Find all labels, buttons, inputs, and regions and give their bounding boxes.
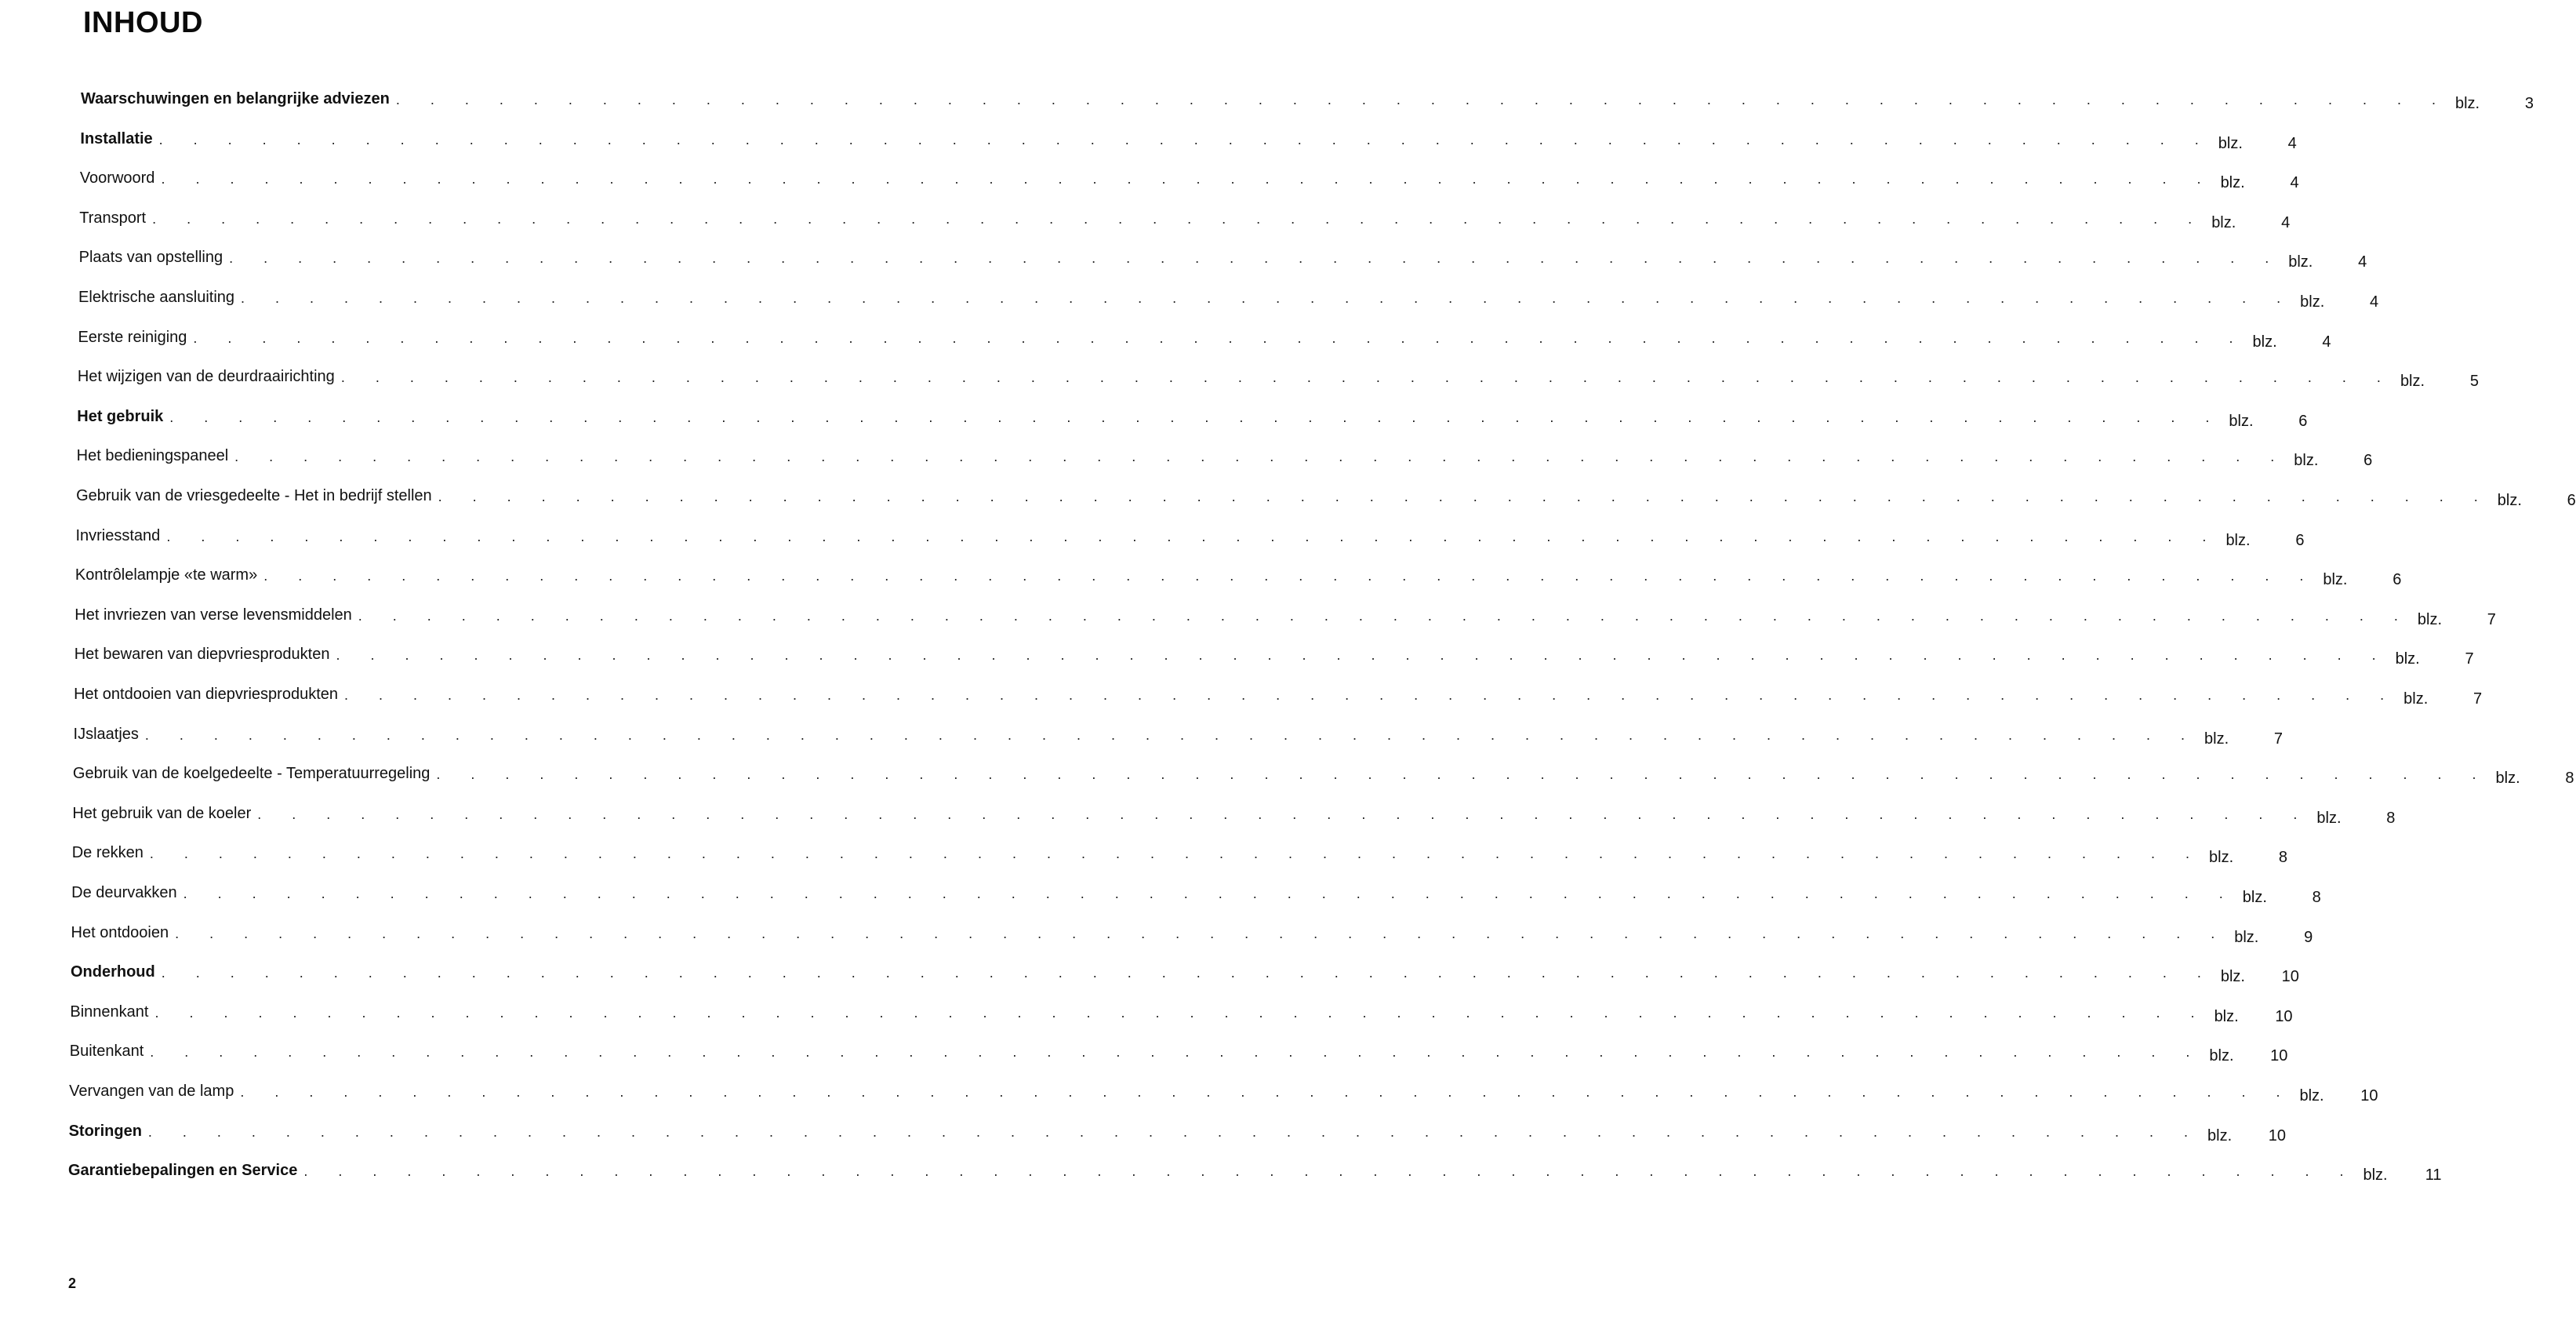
toc-dot-leader: . . . . . . . . . . . . . . . . . . . . . . . . . . . . . . . . . . . . . . . . . . . . . . . . . . . . . . . . . . . . — [149, 846, 2204, 862]
toc-entry-page-label: blz. — [2417, 610, 2443, 628]
toc-entry-page-label: blz. — [2316, 809, 2342, 827]
toc-entry — [78, 323, 2331, 351]
toc-entry-title: Het wijzigen van de deurdraairichting — [77, 368, 335, 386]
toc-dot-leader: . . . . . . . . . . . . . . . . . . . . . . . . . . . . . . . . . . . . . . . . . . . . . . . . . . . . . . . . . . . . — [303, 1163, 2357, 1180]
toc-entry-page-number: 4 — [2358, 253, 2367, 271]
toc-dot-leader: . . . . . . . . . . . . . . . . . . . . . . . . . . . . . . . . . . . . . . . . . . . . . . . . . . . . . . . . . . . . — [161, 171, 2214, 187]
toc-entry-title: Kontrôlelampje «te warm» — [74, 566, 258, 584]
toc-entry-page-number: 6 — [2298, 412, 2308, 430]
toc-dot-leader: . . . . . . . . . . . . . . . . . . . . . . . . . . . . . . . . . . . . . . . . . . . . . . . . . . . . . . . . . . . . — [154, 1004, 2208, 1021]
toc-entry-title: Garantiebepalingen en Service — [68, 1162, 298, 1180]
toc-entry-page-label: blz. — [2300, 293, 2325, 311]
toc-entry — [76, 482, 2576, 509]
toc-entry-title: Het gebruik van de koeler — [72, 804, 252, 822]
toc-entry-page-number: 6 — [2295, 531, 2305, 549]
toc-entry-page-label: blz. — [2400, 373, 2425, 391]
toc-entry-page-label: blz. — [2234, 928, 2259, 946]
toc-entry-page-number: 10 — [2268, 1126, 2287, 1145]
toc-entry — [74, 680, 2483, 708]
toc-entry-page-number: 5 — [2469, 373, 2479, 391]
toc-entry-title: Vervangen van de lamp — [69, 1083, 234, 1100]
toc-dot-leader: . . . . . . . . . . . . . . . . . . . . . . . . . . . . . . . . . . . . . . . . . . . . . . . . . . . . . . . . . . . . — [340, 369, 2394, 386]
toc-dot-leader: . . . . . . . . . . . . . . . . . . . . . . . . . . . . . . . . . . . . . . . . . . . . . . . . . . . . . . . . . . . . — [152, 210, 2206, 227]
toc-entry-title: Binnenkant — [70, 1003, 149, 1021]
toc-dot-leader: . . . . . . . . . . . . . . . . . . . . . . . . . . . . . . . . . . . . . . . . . . . . . . . . . . . . . . . . . . . . — [193, 329, 2247, 346]
toc-entry-page-label: blz. — [2204, 730, 2229, 748]
toc-dot-leader: . . . . . . . . . . . . . . . . . . . . . . . . . . . . . . . . . . . . . . . . . . . . . . . . . . . . . . . . . . . . — [150, 1044, 2204, 1061]
toc-entry-title: Storingen — [68, 1122, 142, 1140]
toc-entry-page-number: 4 — [2287, 134, 2297, 152]
toc-entry-title: Het invriezen van verse levensmiddelen — [74, 606, 352, 624]
toc-dot-leader: . . . . . . . . . . . . . . . . . . . . . . . . . . . . . . . . . . . . . . . . . . . . . . . . . . . . . . . . . . . . — [336, 647, 2389, 664]
toc-entry — [78, 283, 2379, 311]
toc-dot-leader: . . . . . . . . . . . . . . . . . . . . . . . . . . . . . . . . . . . . . . . . . . . . . . . . . . . . . . . . . . . . — [234, 449, 2288, 465]
toc-entry-page-label: blz. — [2395, 650, 2420, 668]
toc-dot-leader: . . . . . . . . . . . . . . . . . . . . . . . . . . . . . . . . . . . . . . . . . . . . . . . . . . . . . . . . . . . . — [241, 290, 2294, 306]
toc-dot-leader: . . . . . . . . . . . . . . . . . . . . . . . . . . . . . . . . . . . . . . . . . . . . . . . . . . . . . . . . . . . . — [147, 1123, 2202, 1140]
toc-entry — [71, 839, 2288, 867]
toc-entry — [73, 720, 2284, 748]
toc-entry — [68, 1117, 2287, 1145]
toc-entry-title: De rekken — [71, 844, 144, 862]
toc-entry-page-number: 9 — [2304, 928, 2313, 946]
toc-entry-title: Het bedieningspaneel — [76, 447, 229, 465]
toc-entry-page-number: 10 — [2360, 1087, 2378, 1104]
toc-entry-page-label: blz. — [2299, 1087, 2324, 1104]
toc-entry-page-label: blz. — [2225, 531, 2251, 549]
toc-entry-title: Het ontdooien — [71, 923, 169, 941]
toc-dot-leader: . . . . . . . . . . . . . . . . . . . . . . . . . . . . . . . . . . . . . . . . . . . . . . . . . . . . . . . . . . . . — [158, 131, 2212, 147]
toc-entry-title: De deurvakken — [71, 884, 177, 901]
toc-entry — [68, 1156, 2442, 1185]
toc-dot-leader: . . . . . . . . . . . . . . . . . . . . . . . . . . . . . . . . . . . . . . . . . . . . . . . . . . . . . . . . . . . . — [358, 607, 2411, 624]
toc-entry — [77, 362, 2479, 391]
toc-entry-page-label: blz. — [2497, 492, 2522, 509]
toc-entry — [79, 164, 2299, 192]
toc-entry-page-label: blz. — [2220, 968, 2245, 986]
toc-entry-title: Transport — [79, 209, 147, 227]
toc-entry-title: Gebruik van de vriesgedeelte - Het in bedrijf stellen — [76, 487, 432, 504]
toc-entry-page-number: 8 — [2278, 849, 2288, 867]
toc-entry-page-label: blz. — [2363, 1166, 2388, 1185]
toc-entry-page-label: blz. — [2288, 253, 2313, 271]
toc-entry — [72, 799, 2396, 827]
toc-entry-page-number: 4 — [2281, 213, 2291, 231]
toc-entry-page-number: 4 — [2370, 293, 2379, 311]
toc-entry-page-label: blz. — [2294, 452, 2319, 470]
toc-entry-title: Eerste reiniging — [78, 328, 187, 346]
toc-entry-page-number: 6 — [2393, 571, 2402, 589]
page-title: INHOUD — [83, 6, 203, 39]
toc-entry-title: Voorwoord — [79, 169, 155, 187]
toc-entry-title: Waarschuwingen en belangrijke adviezen — [81, 90, 390, 107]
toc-entry — [70, 998, 2293, 1025]
toc-dot-leader: . . . . . . . . . . . . . . . . . . . . . . . . . . . . . . . . . . . . . . . . . . . . . . . . . . . . . . . . . . . . — [169, 409, 2223, 425]
toc-entry-page-label: blz. — [2220, 174, 2245, 192]
toc-dot-leader: . . . . . . . . . . . . . . . . . . . . . . . . . . . . . . . . . . . . . . . . . . . . . . . . . . . . . . . . . . . . — [438, 489, 2491, 504]
toc-entry-title: Installatie — [80, 129, 153, 147]
toc-entry — [78, 243, 2367, 271]
toc-entry-page-label: blz. — [2495, 770, 2520, 788]
toc-entry-page-number: 4 — [2322, 333, 2331, 351]
toc-entry-page-label: blz. — [2403, 690, 2429, 708]
toc-dot-leader: . . . . . . . . . . . . . . . . . . . . . . . . . . . . . . . . . . . . . . . . . . . . . . . . . . . . . . . . . . . . — [166, 528, 2220, 544]
toc-entry-page-label: blz. — [2454, 95, 2480, 112]
toc-entry — [71, 879, 2321, 906]
toc-dot-leader: . . . . . . . . . . . . . . . . . . . . . . . . . . . . . . . . . . . . . . . . . . . . . . . . . . . . . . . . . . . . — [229, 250, 2283, 267]
toc-entry-page-number: 7 — [2273, 730, 2284, 748]
toc-entry-page-label: blz. — [2242, 889, 2267, 906]
toc-entry-title: Het bewaren van diepvriesprodukten — [74, 646, 330, 664]
toc-entry-page-label: blz. — [2218, 134, 2243, 152]
toc-entry-page-label: blz. — [2211, 213, 2236, 231]
toc-dot-leader: . . . . . . . . . . . . . . . . . . . . . . . . . . . . . . . . . . . . . . . . . . . . . . . . . . . . . . . . . . . . — [395, 92, 2449, 107]
toc-entry-page-number: 11 — [2425, 1166, 2442, 1185]
toc-entry-page-number: 7 — [2473, 690, 2483, 708]
toc-entry-page-number: 8 — [2312, 889, 2321, 906]
toc-entry — [81, 85, 2534, 112]
toc-entry-title: Onderhoud — [70, 963, 155, 981]
toc-dot-leader: . . . . . . . . . . . . . . . . . . . . . . . . . . . . . . . . . . . . . . . . . . . . . . . . . . . . . . . . . . . . — [144, 726, 2199, 743]
toc-entry — [74, 640, 2474, 668]
toc-dot-leader: . . . . . . . . . . . . . . . . . . . . . . . . . . . . . . . . . . . . . . . . . . . . . . . . . . . . . . . . . . . . — [344, 687, 2398, 703]
toc-dot-leader: . . . . . . . . . . . . . . . . . . . . . . . . . . . . . . . . . . . . . . . . . . . . . . . . . . . . . . . . . . . . — [263, 568, 2317, 584]
toc-entry-page-number: 7 — [2465, 650, 2474, 668]
toc-entry-page-label: blz. — [2323, 571, 2348, 589]
toc-entry-page-label: blz. — [2207, 1126, 2233, 1145]
toc-entry-title: Elektrische aansluiting — [78, 289, 235, 306]
toc-dot-leader: . . . . . . . . . . . . . . . . . . . . . . . . . . . . . . . . . . . . . . . . . . . . . . . . . . . . . . . . . . . . — [436, 766, 2490, 783]
toc-entry — [74, 601, 2496, 628]
toc-entry-page-number: 8 — [2386, 809, 2396, 827]
toc-entry-page-number: 3 — [2524, 95, 2534, 112]
toc-entry-page-number: 7 — [2487, 610, 2496, 628]
toc-entry — [71, 919, 2313, 946]
toc-entry-title: Buitenkant — [69, 1043, 144, 1061]
toc-entry-page-number: 8 — [2565, 770, 2574, 788]
toc-entry — [69, 1077, 2378, 1104]
toc-entry — [76, 442, 2373, 470]
toc-dot-leader: . . . . . . . . . . . . . . . . . . . . . . . . . . . . . . . . . . . . . . . . . . . . . . . . . . . . . . . . . . . . — [175, 925, 2229, 941]
toc-entry — [79, 204, 2291, 231]
toc-entry-page-label: blz. — [2209, 1047, 2234, 1065]
toc-entry — [75, 522, 2305, 549]
toc-entry-title: Invriesstand — [75, 526, 161, 544]
toc-entry-page-number: 10 — [2270, 1047, 2288, 1065]
toc-dot-leader: . . . . . . . . . . . . . . . . . . . . . . . . . . . . . . . . . . . . . . . . . . . . . . . . . . . . . . . . . . . . — [257, 806, 2311, 822]
toc-dot-leader: . . . . . . . . . . . . . . . . . . . . . . . . . . . . . . . . . . . . . . . . . . . . . . . . . . . . . . . . . . . . — [183, 886, 2236, 901]
toc-entry — [69, 1037, 2288, 1065]
toc-entry-page-label: blz. — [2214, 1007, 2239, 1025]
toc-entry — [74, 561, 2402, 589]
toc-entry-page-label: blz. — [2229, 412, 2254, 430]
toc-entry-title: Plaats van opstelling — [78, 249, 223, 267]
toc-entry-page-label: blz. — [2209, 849, 2234, 867]
toc-entry — [70, 958, 2299, 986]
toc-entry-page-number: 6 — [2567, 492, 2576, 509]
toc-entry-page-number: 10 — [2275, 1007, 2293, 1025]
toc-entry-title: Het gebruik — [77, 407, 164, 425]
toc-entry-title: IJslaatjes — [73, 725, 139, 743]
toc-entry-page-label: blz. — [2252, 333, 2277, 351]
toc-entry — [80, 125, 2297, 152]
toc-entry-page-number: 4 — [2290, 174, 2299, 192]
toc-entry — [72, 759, 2574, 788]
toc-entry-title: Het ontdooien van diepvriesprodukten — [74, 686, 339, 703]
page-number: 2 — [68, 1276, 77, 1291]
toc-entry-title: Gebruik van de koelgedeelte - Temperatuurregeling — [72, 765, 431, 783]
toc-entry-page-number: 10 — [2281, 968, 2299, 986]
toc-dot-leader: . . . . . . . . . . . . . . . . . . . . . . . . . . . . . . . . . . . . . . . . . . . . . . . . . . . . . . . . . . . . — [240, 1084, 2294, 1100]
toc-entry — [77, 402, 2308, 430]
toc-entry-page-number: 6 — [2363, 452, 2373, 470]
toc-dot-leader: . . . . . . . . . . . . . . . . . . . . . . . . . . . . . . . . . . . . . . . . . . . . . . . . . . . . . . . . . . . . — [161, 965, 2214, 981]
